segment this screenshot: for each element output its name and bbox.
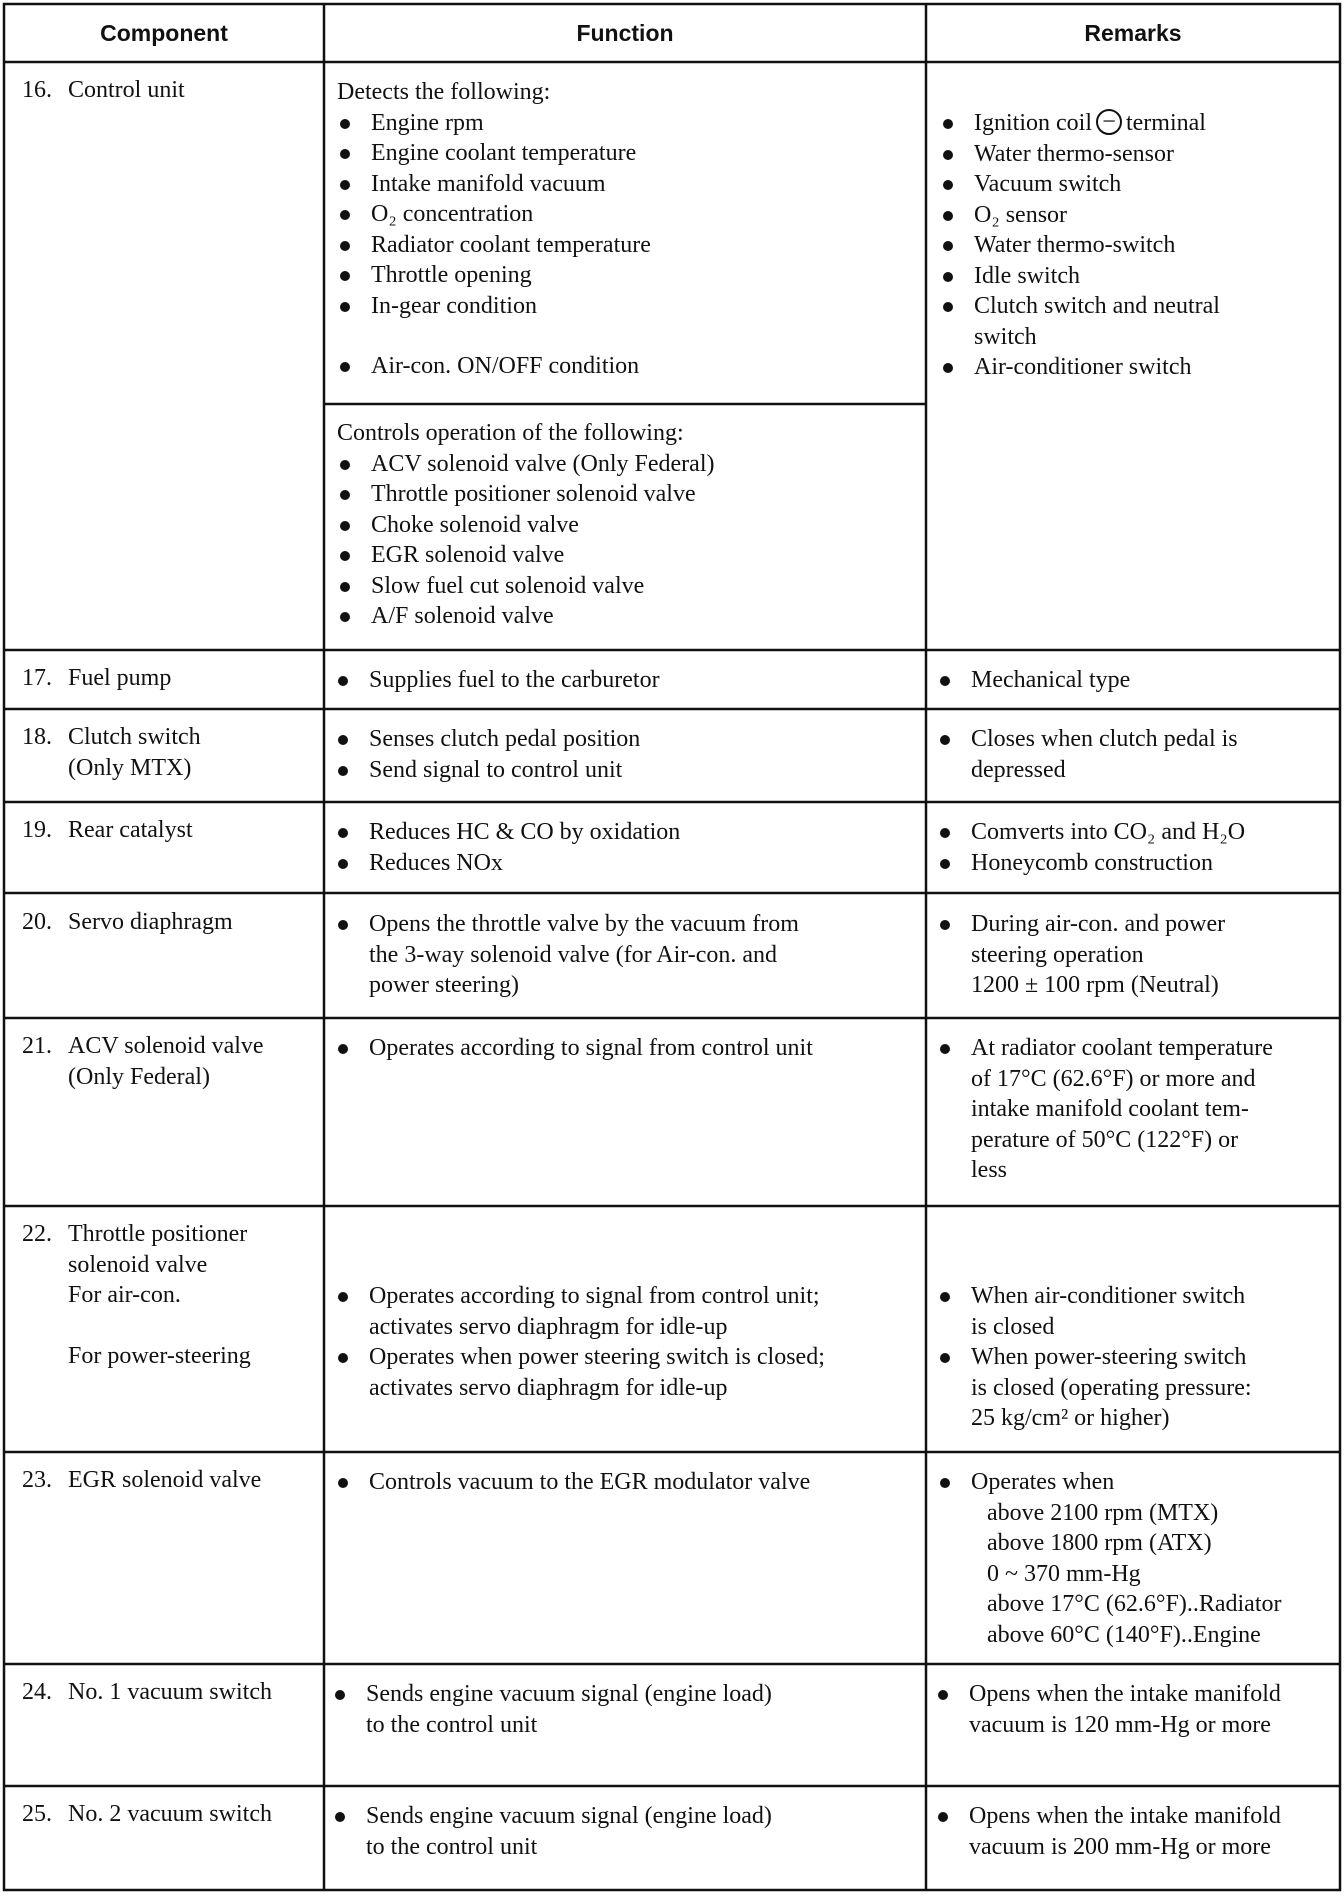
- function-bullet: Operates according to signal from control unit: [335, 1033, 919, 1064]
- component-name: Servo diaphragm: [68, 909, 233, 935]
- function-bullet: Operates when power steering switch is closed;: [335, 1342, 919, 1373]
- function-bullet: Senses clutch pedal position: [335, 724, 919, 755]
- function-bullet: Sends engine vacuum signal (engine load): [332, 1801, 918, 1832]
- row19-function: [335, 817, 919, 878]
- row19-component: [22, 815, 318, 846]
- function-continuation: the 3-way solenoid valve (for Air-con. and: [369, 941, 778, 968]
- function-bullet: Radiator coolant temperature: [337, 230, 917, 261]
- component-line: (Only MTX): [68, 754, 192, 781]
- row25-component: [22, 1799, 318, 1830]
- component-line: For air-con.: [68, 1282, 181, 1308]
- component-line: [22, 663, 318, 694]
- row25-remarks: [935, 1801, 1337, 1862]
- remark-bullet: Closes when clutch pedal is: [937, 724, 1337, 755]
- function-bullet: Air-con. ON/OFF condition: [337, 351, 917, 382]
- row20-function: [335, 909, 919, 1001]
- component-line: For power-steering: [68, 1342, 251, 1369]
- row18-component: [22, 722, 318, 783]
- row-number: 22.: [22, 1221, 52, 1247]
- component-name: Throttle positioner: [68, 1221, 248, 1247]
- component-line: [22, 1465, 318, 1496]
- remark-continuation: is closed (operating pressure:: [971, 1374, 1252, 1401]
- component-name: EGR solenoid valve: [68, 1467, 262, 1493]
- remark-bullet: Water thermo-switch: [940, 230, 1336, 261]
- remark-continuation: perature of 50°C (122°F) or: [971, 1126, 1239, 1153]
- remark-continuation: intake manifold coolant tem-: [971, 1096, 1249, 1122]
- row25-function: [332, 1801, 918, 1862]
- function-bullet: Send signal to control unit: [335, 755, 919, 786]
- row17-remarks: [937, 665, 1337, 696]
- function-continuation: to the control unit: [366, 1833, 538, 1860]
- function-continuation: activates servo diaphragm for idle-up: [369, 1313, 728, 1340]
- function-bullet: Supplies fuel to the carburetor: [335, 665, 919, 696]
- function-continuation: power steering): [369, 972, 519, 998]
- row20-remarks: [937, 909, 1337, 1001]
- remark-continuation: vacuum is 120 mm-Hg or more: [969, 1711, 1271, 1738]
- function-bullet: Sends engine vacuum signal (engine load): [332, 1679, 918, 1710]
- function-bullet: Engine coolant temperature: [337, 138, 917, 169]
- row17-component: [22, 663, 318, 694]
- row-number: 23.: [22, 1467, 52, 1493]
- function-bullet: ACV solenoid valve (Only Federal): [337, 449, 917, 480]
- remark-bullet: When air-conditioner switch: [937, 1281, 1337, 1312]
- function-bullet: Intake manifold vacuum: [337, 169, 917, 200]
- component-name: ACV solenoid valve: [68, 1033, 264, 1059]
- remark-continuation: 1200 ± 100 rpm (Neutral): [971, 972, 1219, 998]
- remark-continuation: is closed: [971, 1313, 1055, 1340]
- row16-component: [22, 75, 318, 106]
- row24-function: [332, 1679, 918, 1740]
- remark-continuation: depressed: [971, 756, 1066, 783]
- row21-component: [22, 1031, 318, 1092]
- remark-bullet: Ignition coil − terminal: [940, 108, 1336, 139]
- component-name: No. 1 vacuum switch: [68, 1679, 272, 1705]
- row20-component: [22, 907, 318, 938]
- remark-bullet: Comverts into CO₂ and H₂O: [937, 817, 1337, 848]
- row-number: 16.: [22, 77, 52, 103]
- remark-continuation: above 1800 rpm (ATX): [987, 1530, 1212, 1556]
- remark-bullet: Idle switch: [940, 261, 1336, 292]
- component-line: [22, 1677, 318, 1708]
- function-continuation: to the control unit: [366, 1711, 538, 1738]
- component-line: [22, 1031, 318, 1062]
- row16-function-controls: [337, 418, 917, 632]
- row-number: 20.: [22, 909, 52, 935]
- function-bullet: Operates according to signal from control unit;: [335, 1281, 919, 1312]
- component-line: (Only Federal): [68, 1063, 210, 1090]
- remark-bullet: O₂ sensor: [940, 200, 1336, 231]
- remark-continuation: vacuum is 200 mm-Hg or more: [969, 1833, 1271, 1860]
- function-bullet: Throttle positioner solenoid valve: [337, 479, 917, 510]
- remark-bullet: When power-steering switch: [937, 1342, 1337, 1373]
- remark-bullet: Vacuum switch: [940, 169, 1336, 200]
- row23-remarks: [937, 1467, 1337, 1650]
- function-bullet: Reduces NOx: [335, 848, 919, 879]
- remark-continuation: less: [971, 1157, 1007, 1183]
- row21-function: [335, 1033, 919, 1064]
- row16-remarks: [940, 108, 1336, 383]
- row22-remarks: [937, 1281, 1337, 1434]
- row17-function: [335, 665, 919, 696]
- row-number: 19.: [22, 817, 52, 843]
- row-number: 24.: [22, 1679, 52, 1705]
- component-name: Rear catalyst: [68, 817, 193, 843]
- remark-bullet: Air-conditioner switch: [940, 352, 1336, 383]
- row16-function-detects: [337, 77, 917, 382]
- header-function: Function: [576, 19, 674, 46]
- component-line: [22, 722, 318, 753]
- remark-bullet: Operates when: [937, 1467, 1337, 1498]
- remark-bullet: Clutch switch and neutral: [940, 291, 1336, 322]
- row-number: 17.: [22, 665, 52, 691]
- row22-function: [335, 1281, 919, 1403]
- remark-continuation: 0 ~ 370 mm-Hg: [987, 1560, 1141, 1587]
- remark-continuation: above 2100 rpm (MTX): [987, 1499, 1219, 1526]
- row21-remarks: [937, 1033, 1337, 1186]
- row19-remarks: [937, 817, 1337, 878]
- remark-bullet: Honeycomb construction: [937, 848, 1337, 879]
- row-number: 21.: [22, 1033, 52, 1059]
- function-bullet: Opens the throttle valve by the vacuum from: [335, 909, 919, 940]
- remark-continuation: switch: [974, 323, 1037, 350]
- component-line: [22, 1219, 318, 1250]
- component-name: No. 2 vacuum switch: [68, 1801, 272, 1827]
- component-name: Clutch switch: [68, 724, 201, 750]
- minus-terminal-icon: −: [1096, 109, 1122, 135]
- row18-remarks: [937, 724, 1337, 785]
- header-component: Component: [100, 19, 228, 46]
- function-bullet: Choke solenoid valve: [337, 510, 917, 541]
- function-bullet: Controls vacuum to the EGR modulator valve: [335, 1467, 919, 1498]
- component-line: solenoid valve: [68, 1251, 208, 1278]
- row18-function: [335, 724, 919, 785]
- remark-bullet: Water thermo-sensor: [940, 139, 1336, 170]
- row24-component: [22, 1677, 318, 1708]
- remark-bullet: Opens when the intake manifold: [935, 1679, 1337, 1710]
- remark-continuation: above 17°C (62.6°F)..Radiator: [987, 1591, 1282, 1617]
- remark-bullet: Opens when the intake manifold: [935, 1801, 1337, 1832]
- component-line: [22, 75, 318, 106]
- remark-bullet: At radiator coolant temperature: [937, 1033, 1337, 1064]
- remark-continuation: above 60°C (140°F)..Engine: [987, 1621, 1261, 1648]
- function-bullet: Slow fuel cut solenoid valve: [337, 571, 917, 602]
- remark-continuation: of 17°C (62.6°F) or more and: [971, 1065, 1256, 1092]
- function-bullet: Engine rpm: [337, 108, 917, 139]
- remark-bullet: Mechanical type: [937, 665, 1337, 696]
- function-continuation: activates servo diaphragm for idle-up: [369, 1374, 728, 1401]
- function-bullet: In-gear condition: [337, 291, 917, 322]
- row-number: 18.: [22, 724, 52, 750]
- header-remarks: Remarks: [1084, 19, 1182, 46]
- remark-continuation: steering operation: [971, 941, 1144, 968]
- function-intro: Controls operation of the following:: [337, 420, 684, 446]
- row-number: 25.: [22, 1801, 52, 1827]
- component-line: [22, 815, 318, 846]
- function-intro: Detects the following:: [337, 79, 551, 105]
- function-bullet: O₂ concentration: [337, 199, 917, 230]
- component-line: [22, 907, 318, 938]
- component-line: [22, 1799, 318, 1830]
- remark-bullet: During air-con. and power: [937, 909, 1337, 940]
- row23-component: [22, 1465, 318, 1496]
- row24-remarks: [935, 1679, 1337, 1740]
- row23-function: [335, 1467, 919, 1498]
- function-bullet: Reduces HC & CO by oxidation: [335, 817, 919, 848]
- function-bullet: EGR solenoid valve: [337, 540, 917, 571]
- function-bullet: A/F solenoid valve: [337, 601, 917, 632]
- component-name: Fuel pump: [68, 665, 172, 691]
- component-name: Control unit: [68, 77, 185, 103]
- function-bullet: Throttle opening: [337, 260, 917, 291]
- remark-continuation: 25 kg/cm² or higher): [971, 1405, 1170, 1431]
- row22-component: [22, 1219, 318, 1371]
